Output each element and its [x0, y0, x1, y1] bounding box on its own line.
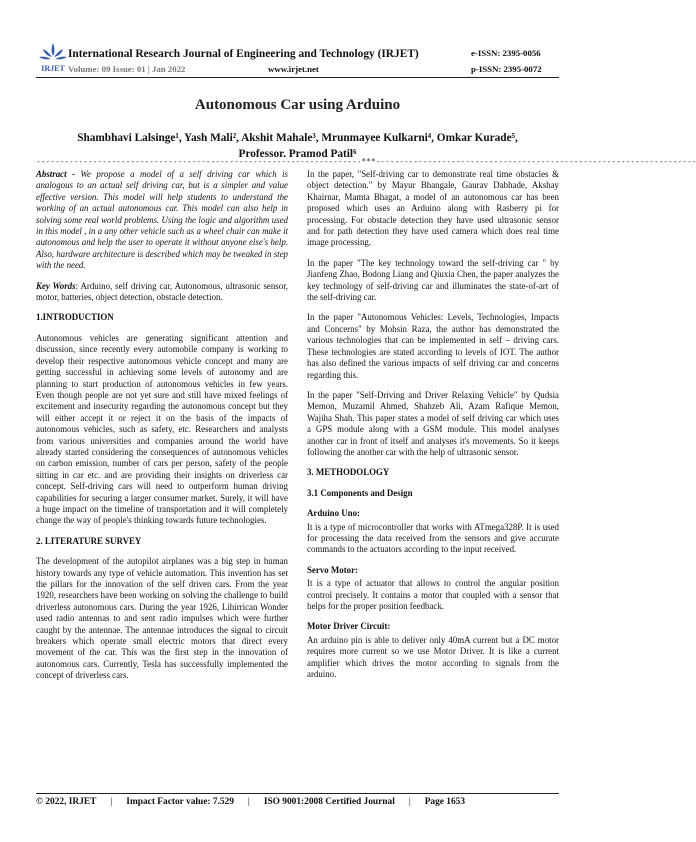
abstract — [36, 169, 288, 272]
intro-heading: 1.INTRODUCTION — [36, 312, 114, 323]
components-heading: 3.1 Components and Design — [307, 487, 413, 498]
keywords — [36, 281, 288, 304]
survey-paragraph-1: In the paper, "Self-driving car to demonstrate real time obstacles & object detection." by Mayur Bhangale, Gaurav Dabhade, Akshay Khairnar, Mamta Bhagat, a model of an autonomous car has been proposed which uses an Arduino along with Rasberry pi for processing. For obstacle detection they have used ultrasonic sensor and for path detection they have used camera which does real time image processing. — [307, 169, 559, 248]
journal-title: International Research Journal of Engineering and Technology (IRJET) — [68, 48, 419, 60]
footer-divider: | — [110, 797, 113, 807]
section-separator: ---------------------------------------------------------------------***-------------------------------------------------------------------- — [36, 157, 696, 166]
footer-copyright: © 2022, IRJET — [36, 797, 97, 807]
intro-paragraph: Autonomous vehicles are generating significant attention and discussion, since recently every automobile company is working to develop their respective autonomous vehicle concept and many are getting successful in achieving some levels of autonomy and are planning to start production of autonomous vehicles in few years. Even though people are not yet sure and still have mixed feelings of excitement and insecurity regarding the autonomous concept but they will either accept it or reject it on the basis of the impacts of autonomous vehicles, such as safety, etc. Researchers and analysts from various universities and companies around the world have already started considering the consequences of autonomous vehicles on carbon emission, number of cars per person, safety of the people sitting in car etc. and are providing their insights on driverless car concept. Self-driving cars will need to outperform human driving capabilities for securing a larger consumer market. Surely, it will have a huge impact on the timeline of transportation and it will completely change the way of people's thinking towards future technologies. — [36, 332, 288, 526]
svg-text:IRJET: IRJET — [41, 64, 65, 73]
journal-website[interactable]: www.irjet.net — [268, 64, 319, 74]
footer-divider: | — [247, 797, 250, 807]
motor-driver-paragraph: An arduino pin is able to deliver only 40mA current but a DC motor requires more current so we use Motor Driver. It is like a current amplifier which drives the motor according to signals from the arduino. — [307, 634, 559, 680]
survey-paragraph-3: In the paper "Autonomous Vehicles: Levels, Technologies, Impacts and Concerns" by Mohsin Raza, the author has demonstrated the various technologies that can be implemented in self – driving cars. These technologies are stated according to levels of IOT. The author has also defined the various impacts of self driving car and concerns regarding this. — [307, 312, 559, 380]
keywords-text: : Arduino, self driving car, Autonomous, ultrasonic sensor, motor, batteries, object detection, obstacle detection. — [36, 280, 289, 303]
servo-heading: Servo Motor: — [307, 564, 359, 575]
motor-driver-heading: Motor Driver Circuit: — [307, 621, 391, 632]
pissn: p-ISSN: 2395-0072 — [471, 64, 542, 74]
abstract-label: Abstract - — [36, 169, 75, 179]
arduino-heading: Arduino Uno: — [307, 508, 361, 519]
left-column — [36, 169, 288, 691]
literature-paragraph: The development of the autopilot airplanes was a big step in human history towards any type of vehicle automation. This invention has set the pillars for the innovation of the self driven cars. From the year 1920, researchers have been working on solving the challenge to build driverless autonomous cars. During the year 1926, Lihirrican Wonder used radio antennas to and sent radio impulses which were further caught by the antennae. The antennae introduces the signal to circuit breakers which operate small electric motors that direct every movement of the car. This was the first step in the innovation of autonomous cars. Currently, Tesla has successfully implemented the concept of driverless cars. — [36, 556, 288, 681]
authors-line-1: Shambhavi Lalsinge¹, Yash Mali², Akshit Mahale³, Mrunmayee Kulkarni⁴, Omkar Kurade⁵, — [77, 132, 518, 144]
volume-issue: Volume: 09 Issue: 01 | Jan 2022 — [68, 64, 186, 74]
authors-line-2: Professor. Pramod Patil⁶ — [238, 148, 357, 160]
right-column — [307, 169, 559, 689]
eissn: e-ISSN: 2395-0056 — [471, 48, 541, 58]
paper-title: Autonomous Car using Arduino — [194, 97, 401, 113]
page-footer — [36, 797, 559, 807]
keywords-label: Key Words — [36, 280, 76, 291]
irjet-logo — [36, 40, 70, 74]
footer-impact-factor: Impact Factor value: 7.529 — [126, 797, 234, 807]
footer-divider: | — [408, 797, 411, 807]
arduino-paragraph: It is a type of microcontroller that works with ATmega328P. It is used for processing the data received from the sensors and give accurate commands to the actuators according to the input received. — [307, 521, 559, 555]
footer-iso: ISO 9001:2008 Certified Journal — [263, 797, 395, 807]
literature-heading: 2. LITERATURE SURVEY — [36, 535, 142, 546]
header-rule — [36, 77, 559, 78]
servo-paragraph: It is a type of actuator that allows to control the angular position control precisely. It contains a motor that coupled with a sensor that helps for the proper position feedback. — [307, 578, 559, 611]
survey-paragraph-4: In the paper "Self-Driving and Driver Relaxing Vehicle" by Qudsia Memon, Muzamil Ahmed, Shahzeb Ali, Azam Rafique Memon, Wajiha Shah. This paper states a model of self driving car which uses a GPS module along with a GSM module. This model analyses another car in front of itself and analyses it's movements. So it keeps following the another car with the help of ultrasonic sensor. — [307, 389, 559, 457]
footer-page-number: Page 1653 — [424, 797, 466, 807]
abstract-text: We propose a model of a self driving car which is analogous to an actual self driving car, but is a simpler and value effective version. This model will help students to understand the working of an actual autonomous car. This model can also help in solving some real world problems. Using the logic and algorithm used in this model , in a any other vehicle such as a wheel chair can make it autonomous and help the user to operate it without anyone else's help. Also, hardware architecture is described which may be tweaked in step with the need. — [36, 169, 289, 271]
methodology-heading: 3. METHODOLOGY — [307, 467, 390, 478]
footer-rule — [36, 793, 559, 794]
survey-paragraph-2: In the paper "The key technology toward the self-driving car " by Jianfeng Zhao, Bodong Liang and Qiuxia Chen, the paper analyzes the key technology of self-driving car and illuminates the state-of-art of the self-driving car. — [307, 257, 559, 303]
